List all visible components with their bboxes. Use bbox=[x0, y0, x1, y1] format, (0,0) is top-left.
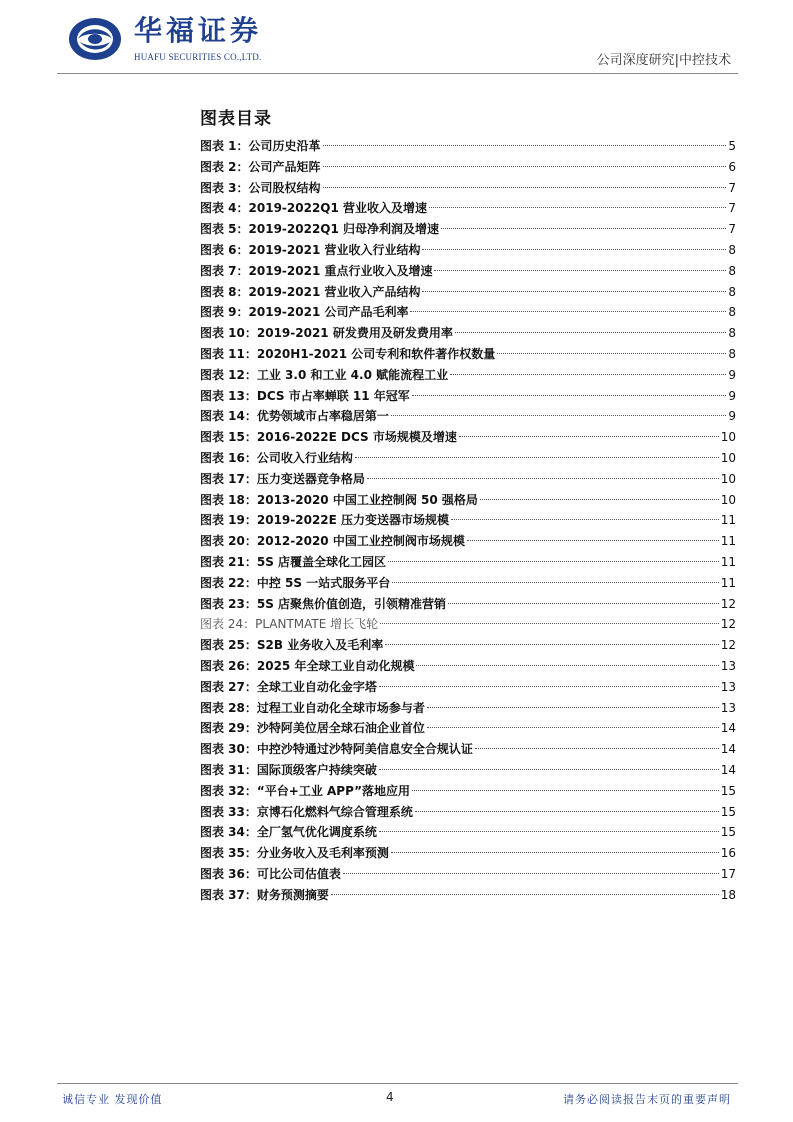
toc-entry-label: 图表 6：2019-2021 营业收入行业结构 bbox=[200, 242, 421, 257]
toc-leader-dots bbox=[385, 644, 719, 645]
toc-entry-page: 13 bbox=[720, 679, 736, 694]
toc-leader-dots bbox=[380, 623, 719, 624]
toc-entry[interactable] bbox=[200, 698, 736, 719]
toc-leader-dots bbox=[448, 603, 719, 604]
toc-leader-dots bbox=[410, 311, 726, 312]
toc-entry[interactable] bbox=[200, 386, 736, 407]
toc-leader-dots bbox=[367, 478, 719, 479]
toc-entry-page: 8 bbox=[728, 284, 736, 299]
toc-leader-dots bbox=[343, 873, 719, 874]
toc-leader-dots bbox=[427, 727, 719, 728]
toc-leader-dots bbox=[323, 145, 727, 146]
toc-entry-label: 图表 34：全厂氢气优化调度系统 bbox=[200, 825, 377, 840]
toc-entry-page: 10 bbox=[720, 450, 736, 465]
toc-entry-label: 图表 15：2016-2022E DCS 市场规模及增速 bbox=[200, 430, 457, 445]
toc-entry-page: 5 bbox=[728, 139, 736, 153]
toc-entry[interactable] bbox=[200, 406, 736, 427]
toc-entry-label: 图表 13：DCS 市占率蝉联 11 年冠军 bbox=[200, 388, 410, 403]
toc-leader-dots bbox=[331, 894, 719, 895]
toc-entry-label: 图表 20：2012-2020 中国工业控制阀市场规模 bbox=[200, 534, 465, 549]
toc-entry-label: 图表 4：2019-2022Q1 营业收入及增速 bbox=[200, 201, 428, 216]
toc-entry-label: 图表 23：5S 店聚焦价值创造，引领精准营销 bbox=[200, 596, 447, 611]
toc-leader-dots bbox=[391, 852, 719, 853]
toc-leader-dots bbox=[475, 748, 719, 749]
toc-entry[interactable] bbox=[200, 302, 736, 323]
toc-entry-label: 图表 9：2019-2021 公司产品毛利率 bbox=[200, 305, 409, 320]
toc-entry[interactable] bbox=[200, 490, 736, 511]
toc-entry[interactable] bbox=[200, 864, 736, 885]
toc-entry[interactable] bbox=[200, 614, 736, 635]
toc-entry-label: 图表 21：5S 店覆盖全球化工园区 bbox=[200, 554, 387, 569]
toc-entry[interactable] bbox=[200, 510, 736, 531]
toc-entry[interactable] bbox=[200, 885, 736, 906]
toc-entry-page: 9 bbox=[728, 388, 736, 403]
toc-leader-dots bbox=[412, 790, 719, 791]
toc-entry-page: 11 bbox=[720, 513, 736, 528]
toc-entry-page: 10 bbox=[720, 430, 736, 445]
toc-leader-dots bbox=[480, 499, 719, 500]
toc-entry-page: 11 bbox=[720, 554, 736, 569]
toc-entry[interactable] bbox=[200, 573, 736, 594]
table-of-figures bbox=[200, 136, 736, 905]
toc-entry-page: 15 bbox=[720, 825, 736, 840]
toc-entry[interactable] bbox=[200, 635, 736, 656]
toc-entry[interactable] bbox=[200, 323, 736, 344]
toc-entry-page: 8 bbox=[728, 305, 736, 320]
toc-entry[interactable] bbox=[200, 157, 736, 178]
toc-leader-dots bbox=[422, 249, 726, 250]
toc-entry[interactable] bbox=[200, 282, 736, 303]
toc-leader-dots bbox=[427, 707, 719, 708]
toc-entry-page: 7 bbox=[728, 201, 736, 216]
toc-entry-label: 图表 16：公司收入行业结构 bbox=[200, 450, 353, 465]
toc-entry[interactable] bbox=[200, 344, 736, 365]
toc-entry-label: 图表 7：2019-2021 重点行业收入及增速 bbox=[200, 263, 433, 278]
toc-leader-dots bbox=[388, 561, 719, 562]
toc-leader-dots bbox=[450, 374, 726, 375]
toc-entry-label: 图表 32：“平台+工业 APP”落地应用 bbox=[200, 783, 410, 798]
toc-entry[interactable] bbox=[200, 781, 736, 802]
toc-entry-label: 图表 35：分业务收入及毛利率预测 bbox=[200, 846, 389, 861]
toc-leader-dots bbox=[429, 207, 726, 208]
footer-slogan: 诚信专业 发现价值 bbox=[62, 1093, 163, 1106]
toc-leader-dots bbox=[441, 228, 726, 229]
toc-leader-dots bbox=[379, 769, 719, 770]
toc-leader-dots bbox=[412, 395, 727, 396]
toc-entry[interactable] bbox=[200, 427, 736, 448]
toc-leader-dots bbox=[379, 831, 719, 832]
toc-entry-label: 图表 29：沙特阿美位居全球石油企业首位 bbox=[200, 721, 425, 736]
toc-entry-label: 图表 5：2019-2022Q1 归母净利润及增速 bbox=[200, 222, 440, 237]
toc-entry[interactable] bbox=[200, 365, 736, 386]
toc-entry-page: 12 bbox=[720, 617, 736, 632]
toc-entry-page: 12 bbox=[720, 638, 736, 653]
toc-entry-page: 12 bbox=[720, 596, 736, 611]
toc-entry-page: 16 bbox=[720, 846, 736, 861]
toc-entry-page: 14 bbox=[720, 721, 736, 736]
toc-leader-dots bbox=[391, 415, 726, 416]
toc-entry-label: 图表 28：过程工业自动化全球市场参与者 bbox=[200, 700, 425, 715]
toc-entry-page: 7 bbox=[728, 180, 736, 195]
toc-entry-label: 图表 18：2013-2020 中国工业控制阀 50 强格局 bbox=[200, 492, 478, 507]
toc-leader-dots bbox=[392, 582, 718, 583]
toc-entry-label: 图表 19：2019-2022E 压力变送器市场规模 bbox=[200, 513, 450, 528]
toc-entry-label: 图表 31：国际顶级客户持续突破 bbox=[200, 762, 377, 777]
toc-leader-dots bbox=[467, 540, 719, 541]
toc-entry-page: 8 bbox=[728, 242, 736, 257]
toc-leader-dots bbox=[434, 270, 726, 271]
toc-entry[interactable] bbox=[200, 594, 736, 615]
toc-entry-page: 14 bbox=[720, 762, 736, 777]
toc-entry-page: 17 bbox=[720, 866, 736, 881]
toc-entry[interactable] bbox=[200, 718, 736, 739]
toc-entry-page: 11 bbox=[720, 575, 736, 590]
toc-entry-label: 图表 1：公司历史沿革 bbox=[200, 139, 321, 153]
toc-entry[interactable] bbox=[200, 240, 736, 261]
toc-entry-label: 图表 12：工业 3.0 和工业 4.0 赋能流程工业 bbox=[200, 367, 449, 382]
toc-leader-dots bbox=[455, 332, 727, 333]
toc-entry-page: 18 bbox=[720, 887, 736, 902]
toc-entry-page: 7 bbox=[728, 222, 736, 237]
toc-entry-page: 13 bbox=[720, 700, 736, 715]
toc-entry-label: 图表 22：中控 5S 一站式服务平台 bbox=[200, 575, 391, 590]
toc-entry-label: 图表 37：财务预测摘要 bbox=[200, 887, 329, 902]
toc-leader-dots bbox=[416, 665, 718, 666]
toc-entry-label: 图表 10：2019-2021 研发费用及研发费用率 bbox=[200, 326, 453, 341]
toc-leader-dots bbox=[451, 519, 719, 520]
toc-leader-dots bbox=[323, 187, 727, 188]
toc-entry-page: 10 bbox=[720, 471, 736, 486]
toc-entry[interactable] bbox=[200, 552, 736, 573]
toc-entry-label: 图表 30：中控沙特通过沙特阿美信息安全合规认证 bbox=[200, 742, 473, 757]
toc-entry-page: 9 bbox=[728, 409, 736, 424]
toc-entry-page: 6 bbox=[728, 159, 736, 174]
toc-entry-label: 图表 26：2025 年全球工业自动化规模 bbox=[200, 658, 415, 673]
toc-entry-page: 8 bbox=[728, 263, 736, 278]
toc-entry-page: 15 bbox=[720, 783, 736, 798]
toc-leader-dots bbox=[459, 436, 719, 437]
toc-entry-page: 11 bbox=[720, 534, 736, 549]
toc-entry-label: 图表 27：全球工业自动化金字塔 bbox=[200, 679, 377, 694]
toc-entry[interactable] bbox=[200, 261, 736, 282]
logo-english-name: HUAFU SECURITIES CO.,LTD. bbox=[134, 52, 262, 62]
toc-leader-dots bbox=[415, 811, 719, 812]
toc-leader-dots bbox=[355, 457, 719, 458]
toc-leader-dots bbox=[323, 166, 727, 167]
toc-entry[interactable] bbox=[200, 760, 736, 781]
toc-entry[interactable] bbox=[200, 739, 736, 760]
footer-disclaimer: 请务必阅读报告末页的重要声明 bbox=[563, 1093, 731, 1106]
toc-entry-label: 图表 25：S2B 业务收入及毛利率 bbox=[200, 638, 384, 653]
toc-entry[interactable] bbox=[200, 219, 736, 240]
toc-entry[interactable] bbox=[200, 656, 736, 677]
report-tag: 公司深度研究|中控技术 bbox=[596, 53, 731, 68]
toc-entry[interactable] bbox=[200, 531, 736, 552]
toc-entry-label: 图表 17：压力变送器竞争格局 bbox=[200, 471, 365, 486]
toc-entry[interactable] bbox=[200, 448, 736, 469]
toc-entry-page: 15 bbox=[720, 804, 736, 819]
toc-entry[interactable] bbox=[200, 822, 736, 843]
toc-entry[interactable] bbox=[200, 198, 736, 219]
toc-entry[interactable] bbox=[200, 178, 736, 199]
page-header bbox=[0, 0, 793, 78]
toc-entry-label: 图表 8：2019-2021 营业收入产品结构 bbox=[200, 284, 421, 299]
toc-entry[interactable] bbox=[200, 677, 736, 698]
toc-entry-page: 13 bbox=[720, 658, 736, 673]
toc-entry-page: 8 bbox=[728, 346, 736, 361]
toc-entry[interactable] bbox=[200, 843, 736, 864]
page-number: 4 bbox=[386, 1090, 394, 1104]
toc-entry-page: 14 bbox=[720, 742, 736, 757]
footer-divider bbox=[57, 1083, 738, 1084]
toc-entry-label: 图表 11：2020H1-2021 公司专利和软件著作权数量 bbox=[200, 346, 496, 361]
toc-entry[interactable] bbox=[200, 469, 736, 490]
toc-entry[interactable] bbox=[200, 802, 736, 823]
toc-entry-page: 8 bbox=[728, 326, 736, 341]
huafu-logo-icon bbox=[68, 16, 122, 62]
toc-entry[interactable] bbox=[200, 136, 736, 157]
toc-entry-label: 图表 33：京博石化燃料气综合管理系统 bbox=[200, 804, 413, 819]
toc-entry-label: 图表 14：优势领域市占率稳居第一 bbox=[200, 409, 389, 424]
toc-entry-label: 图表 3：公司股权结构 bbox=[200, 180, 321, 195]
toc-entry-label: 图表 24：PLANTMATE 增长飞轮 bbox=[200, 617, 379, 632]
toc-leader-dots bbox=[422, 291, 726, 292]
toc-entry-page: 9 bbox=[728, 367, 736, 382]
toc-leader-dots bbox=[497, 353, 726, 354]
toc-entry-page: 10 bbox=[720, 492, 736, 507]
toc-entry-label: 图表 36：可比公司估值表 bbox=[200, 866, 341, 881]
toc-entry-label: 图表 2：公司产品矩阵 bbox=[200, 159, 321, 174]
toc-leader-dots bbox=[379, 686, 719, 687]
logo-chinese-name: 华福证券 bbox=[134, 14, 263, 47]
header-divider bbox=[57, 73, 738, 74]
toc-title: 图表目录 bbox=[200, 109, 272, 129]
